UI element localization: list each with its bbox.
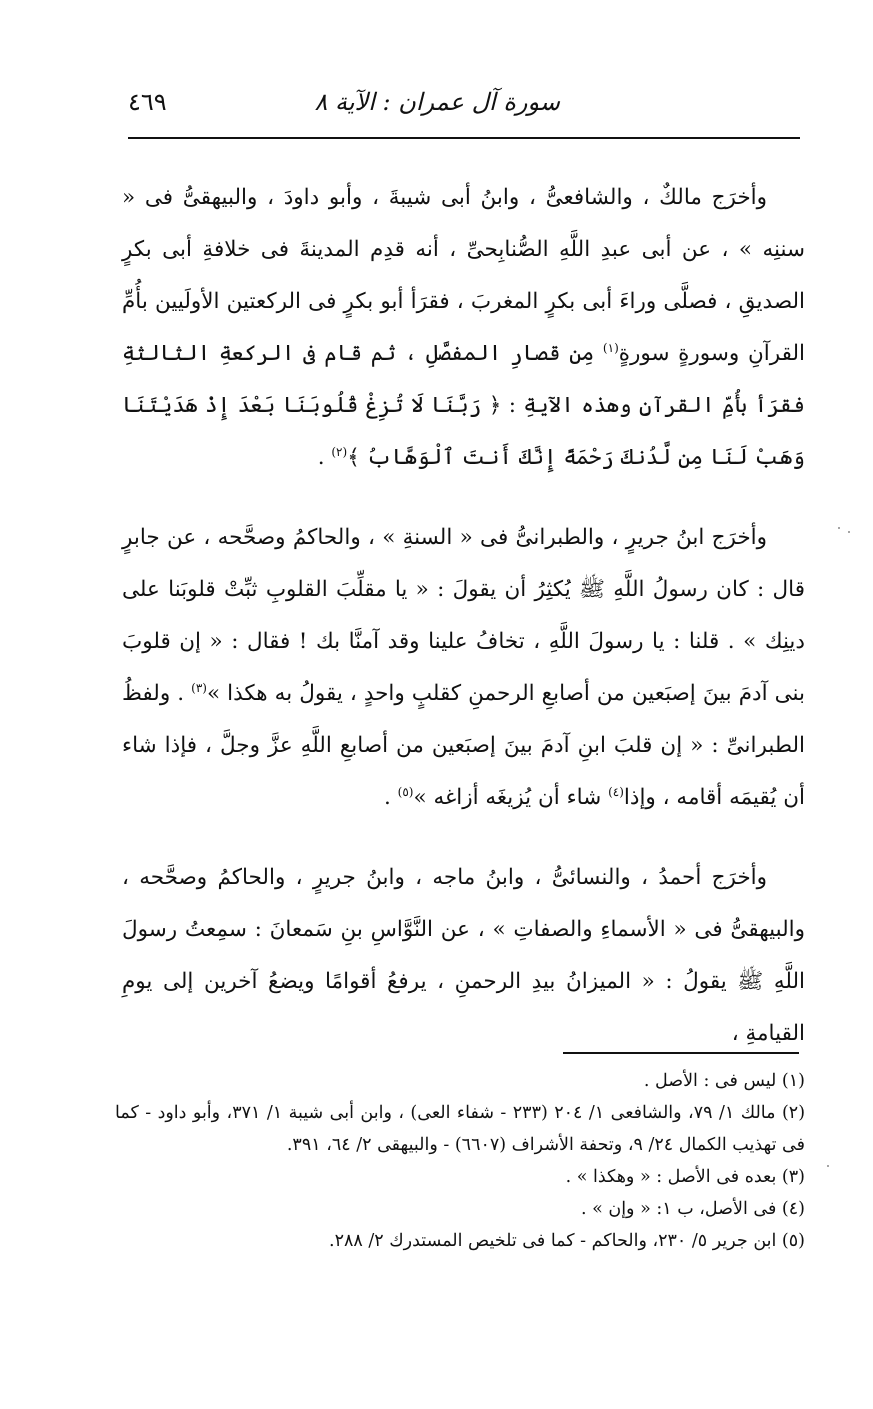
footnote-separator xyxy=(563,1052,799,1054)
running-title: سورة آل عمران : الآية ٨ xyxy=(314,88,560,116)
paragraph-1 xyxy=(122,172,805,484)
footnote-marker: (٢) xyxy=(331,444,348,459)
paragraph-2 xyxy=(122,512,805,824)
paragraph-3 xyxy=(122,852,805,1060)
main-text xyxy=(122,172,805,1088)
paragraph-text: وأخرَج أحمدُ ، والنسائىُّ ، وابنُ ماجه ، وابنُ جريرٍ ، والحاكمُ وصحَّحه ، والبيهقىُّ فى « الأسماءِ والصفاتِ » ، عن النَّوَّاسِ بنِ سَمعانَ : سمِعتُ رسولَ اللَّهِ ﷺ يقولُ : « الميزانُ بيدِ الرحمنِ ، يرفعُ أقوامًا ويضعُ آخرين إلى يومِ القيامةِ ، xyxy=(122,865,805,1046)
header-rule xyxy=(128,137,800,139)
paragraph-text: وأخرَج ابنُ جريرٍ ، والطبرانىُّ فى « السنةِ » ، والحاكمُ وصحَّحه ، عن جابرٍ قال : كان رسولُ اللَّهِ ﷺ يُكثِرُ أن يقولَ : « يا مقلِّبَ القلوبِ ثبِّتْ قلوبَنا على دينِك » . قلنا : يا رسولَ اللَّهِ ، تخافُ علينا وقد آمنَّا بك ! فقال : « إن قلوبَ بنى آدمَ بينَ إصبَعين من أصابعِ الرحمنِ كقلبٍ واحدٍ ، يقولُ به هكذا » xyxy=(122,525,805,706)
page-number: ٤٦٩ xyxy=(128,88,167,116)
paragraph-text: وأخرَج مالكٌ ، والشافعىُّ ، وابنُ أبى شيبةَ ، وأبو داودَ ، والبيهقىُّ فى « سننِه » ، عن أبى عبدِ اللَّهِ الصُّنابِحىِّ ، أنه قدِم المدينةَ فى خلافةِ أبى بكرٍ الصديقِ ، فصلَّى وراءَ أبى بكرٍ المغربَ ، فقرَأ أبو بكرٍ فى الركعتين الأولَيين بأُمِّ القرآنِ وسورةٍ سورةٍ xyxy=(122,185,805,366)
paragraph-text: . ولفظُ الطبرانىِّ : « إن قلبَ ابنِ آدمَ بينَ إصبَعين من أصابعِ اللَّهِ عزَّ وجلَّ ، فإذا شاء أن يُقيمَه أقامه ، وإذا xyxy=(122,681,805,810)
paragraph-text: . xyxy=(317,445,332,470)
footnote-marker: (١) xyxy=(602,340,619,355)
page-header xyxy=(128,82,800,132)
paragraph-text: شاء أن يُزيغَه أزاغه » xyxy=(413,785,609,810)
scan-speck xyxy=(827,1165,829,1167)
footnote-1: (١) ليس فى : الأصل . xyxy=(643,1071,805,1091)
footnote-marker: (٤) xyxy=(608,784,624,799)
footnote-marker: (٥) xyxy=(397,784,414,799)
scan-speck xyxy=(848,531,850,533)
paragraph-text: . xyxy=(383,785,398,810)
paragraph-text: مِن قصارِ المفصَّلِ ، ثم قام فى الركعةِ الثالثةِ فقرَأ بأُمِّ القرآنِ وهذه الآيةِ : ﴿ رَبَّنَا لَا تُزِغْ قُلُوبَنَا بَعْدَ إِذْ هَدَيْتَنَا وَهَبْ لَنَا مِن لَّدُنكَ رَحْمَةً إِنَّكَ أَنتَ ٱلْوَهَّابُ ﴾ xyxy=(122,341,805,470)
footnotes xyxy=(115,1065,805,1257)
footnote-4: (٤) فى الأصل، ب ١: « وإن » . xyxy=(580,1199,805,1219)
footnote-3: (٣) بعده فى الأصل : « وهكذا » . xyxy=(565,1167,805,1187)
scan-speck xyxy=(838,527,840,529)
footnote-marker: (٣) xyxy=(191,680,207,695)
footnote-2: (٢) مالك ١/ ٧٩، والشافعى ١/ ٢٠٤ (٢٣٣ - شفاء العى) ، وابن أبى شيبة ١/ ٣٧١، وأبو داود - كما فى تهذيب الكمال ٢٤/ ٩، وتحفة الأشراف (٦٦٠٧) - والبيهقى ٢/ ٦٤، ٣٩١. xyxy=(115,1103,806,1155)
footnote-5: (٥) ابن جرير ٥/ ٢٣٠، والحاكم - كما فى تلخيص المستدرك ٢/ ٢٨٨. xyxy=(329,1231,805,1251)
